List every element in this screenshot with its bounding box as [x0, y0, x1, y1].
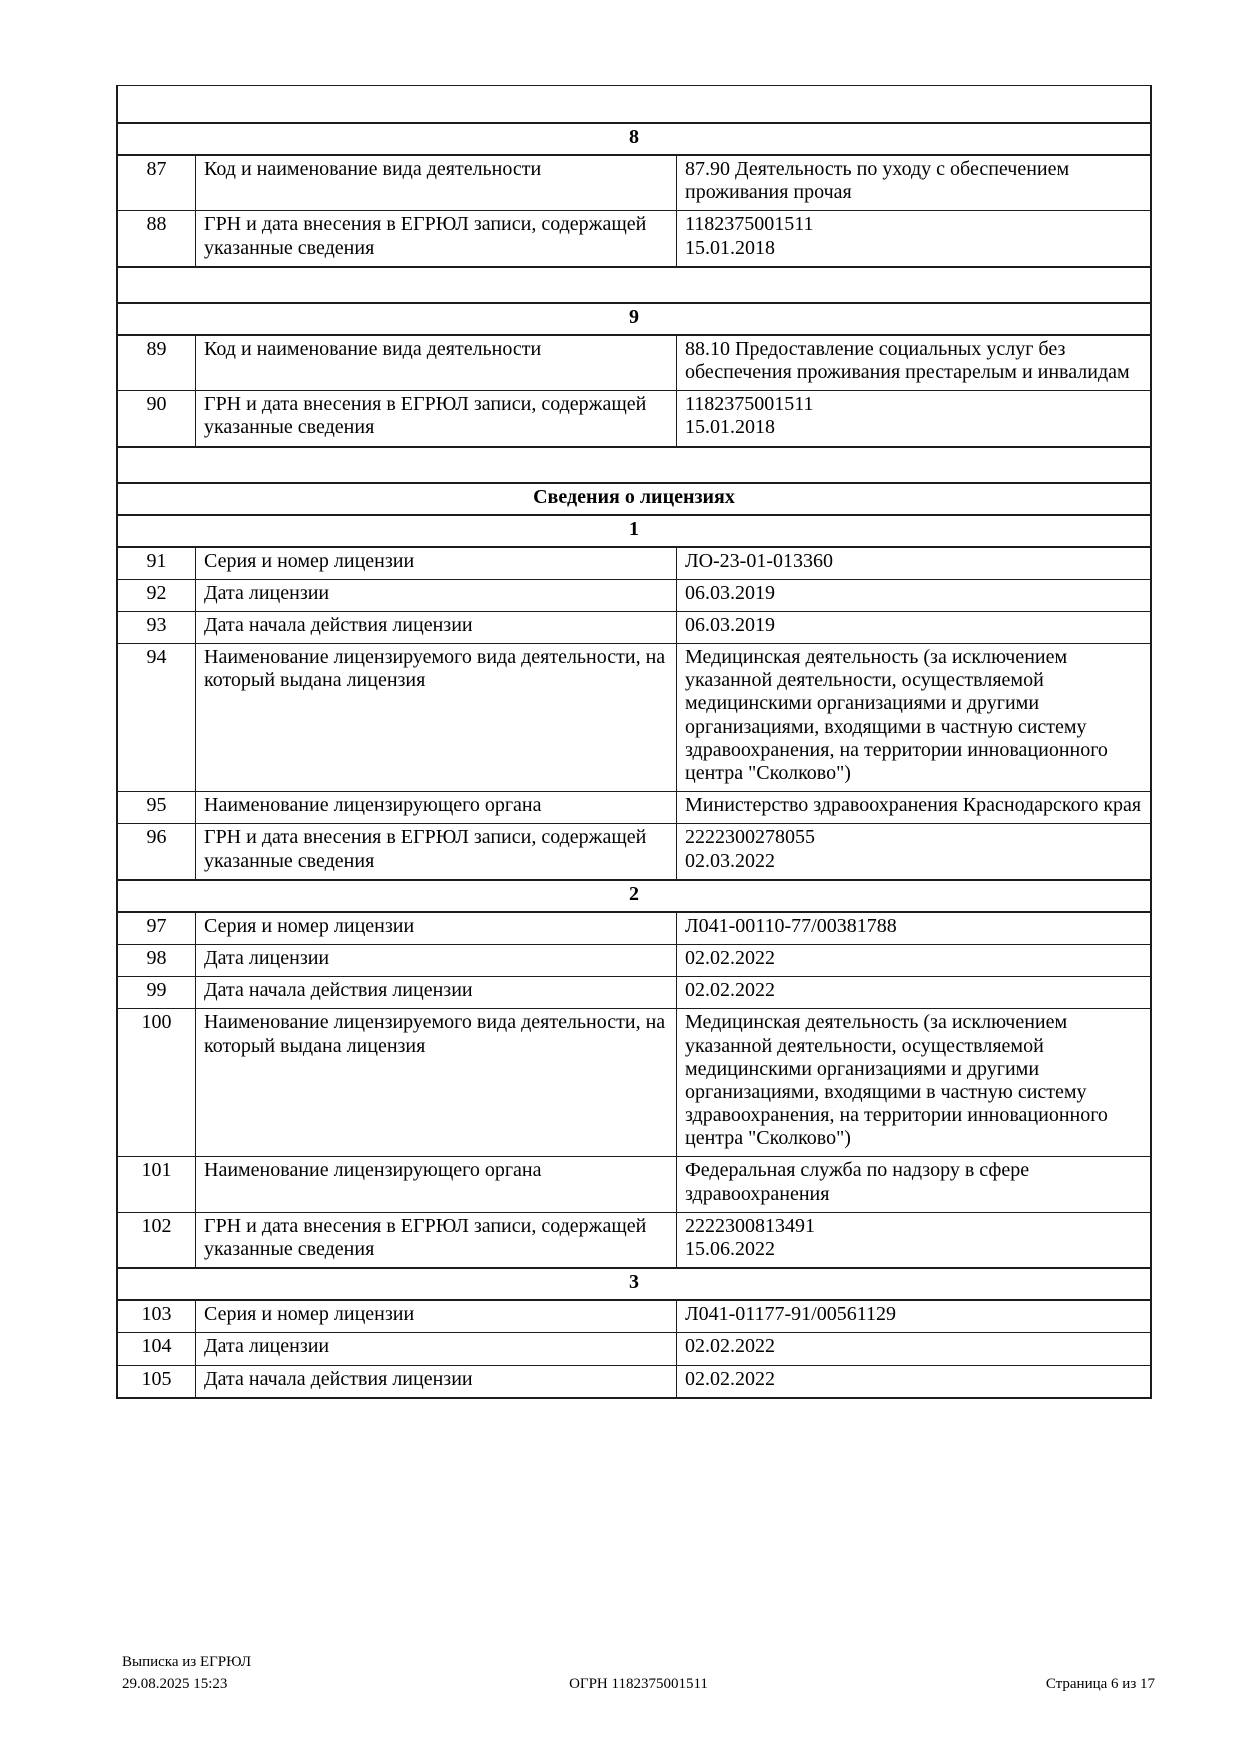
section-number-row: 3 — [118, 1267, 1150, 1299]
row-label: ГРН и дата внесения в ЕГРЮЛ записи, содержащей указанные сведения — [195, 824, 677, 878]
row-label: Наименование лицензируемого вида деятельности, на который выдана лицензия — [195, 644, 677, 791]
table-row — [118, 1365, 1150, 1397]
row-value — [677, 913, 1150, 944]
footer-doc-name: Выписка из ЕГРЮЛ — [122, 1654, 251, 1670]
table-row — [118, 1156, 1150, 1211]
row-value-line: 06.03.2019 — [685, 581, 775, 604]
row-value-line: Медицинская деятельность (за исключением указанной деятельности, осуществляемой медицинскими организациями и другими организациями, входящими в частную систему здравоохранения, на территории инновационного центра "Сколково") — [685, 646, 1108, 784]
row-number: 95 — [146, 794, 167, 817]
row-number: 105 — [141, 1367, 172, 1390]
row-value-line: Л041-00110-77/00381788 — [685, 914, 897, 937]
row-number: 91 — [146, 549, 167, 572]
row-label: Дата лицензии — [195, 580, 677, 611]
table-row — [118, 911, 1150, 944]
row-value — [677, 548, 1150, 579]
spacer-row — [118, 266, 1150, 302]
table-row — [118, 546, 1150, 579]
row-number: 102 — [141, 1214, 172, 1237]
row-value-line: 06.03.2019 — [685, 613, 775, 636]
row-label: Код и наименование вида деятельности — [195, 336, 677, 390]
row-number: 96 — [146, 826, 167, 849]
table-row — [118, 210, 1150, 265]
row-value-line: 02.02.2022 — [685, 1335, 775, 1358]
row-number: 92 — [146, 581, 167, 604]
table-row — [118, 643, 1150, 791]
row-value — [677, 1301, 1150, 1332]
row-value-line: 02.02.2022 — [685, 1367, 775, 1390]
row-value — [677, 1366, 1150, 1397]
row-value — [677, 644, 1150, 791]
row-number: 104 — [141, 1335, 172, 1358]
row-value-line: 1182375001511 — [685, 213, 814, 236]
spacer-row — [118, 446, 1150, 482]
row-label: ГРН и дата внесения в ЕГРЮЛ записи, содержащей указанные сведения — [195, 211, 677, 265]
table-row — [118, 334, 1150, 390]
row-value — [677, 580, 1150, 611]
row-value-line: 2222300813491 — [685, 1214, 815, 1237]
row-label: Дата лицензии — [195, 1333, 677, 1364]
row-value — [677, 156, 1150, 210]
footer-page-number: Страница 6 из 17 — [1045, 1675, 1155, 1692]
table-row — [118, 611, 1150, 643]
row-number: 100 — [141, 1011, 172, 1034]
row-number: 97 — [146, 914, 167, 937]
section-number-row: 9 — [118, 302, 1150, 334]
table-row — [118, 791, 1150, 823]
row-label: Серия и номер лицензии — [195, 1301, 677, 1332]
row-value-line: 15.01.2018 — [685, 236, 775, 259]
table-row — [118, 1299, 1150, 1332]
section-number-row: 1 — [118, 514, 1150, 546]
row-label: Дата начала действия лицензии — [195, 1366, 677, 1397]
row-value-line: Федеральная служба по надзору в сфере здравоохранения — [685, 1159, 1030, 1205]
row-value-line: 02.03.2022 — [685, 849, 775, 872]
row-number: 93 — [146, 613, 167, 636]
egrul-table — [116, 85, 1152, 1399]
row-value — [677, 1157, 1150, 1211]
footer-generated-datetime: 29.08.2025 15:23 — [122, 1675, 228, 1692]
section-title-row: Сведения о лицензиях — [118, 482, 1150, 514]
row-value — [677, 977, 1150, 1008]
row-number: 103 — [141, 1303, 172, 1326]
row-label: Наименование лицензирующего органа — [195, 792, 677, 823]
table-row — [118, 976, 1150, 1008]
row-value-line: 88.10 Предоставление социальных услуг без обеспечения проживания престарелым и инвалидам — [685, 337, 1130, 383]
row-value — [677, 336, 1150, 390]
table-row — [118, 823, 1150, 878]
row-value-line: ЛО-23-01-013360 — [685, 549, 833, 572]
row-value-line: 1182375001511 — [685, 393, 814, 416]
row-label: Наименование лицензируемого вида деятельности, на который выдана лицензия — [195, 1009, 677, 1156]
row-value — [677, 1213, 1150, 1267]
section-number-row: 8 — [118, 122, 1150, 154]
row-value-line: Л041-01177-91/00561129 — [685, 1303, 896, 1326]
table-row — [118, 1008, 1150, 1156]
table-row — [118, 579, 1150, 611]
row-label: ГРН и дата внесения в ЕГРЮЛ записи, содержащей указанные сведения — [195, 1213, 677, 1267]
row-value — [677, 792, 1150, 823]
row-value-line: 02.02.2022 — [685, 979, 775, 1002]
row-value — [677, 612, 1150, 643]
row-number: 99 — [146, 979, 167, 1002]
row-number: 101 — [141, 1159, 172, 1182]
row-value-line: 15.01.2018 — [685, 416, 775, 439]
row-value — [677, 1009, 1150, 1156]
row-number: 87 — [146, 158, 167, 180]
row-value-line: 02.02.2022 — [685, 946, 775, 969]
table-row — [118, 154, 1150, 210]
row-label: Дата начала действия лицензии — [195, 977, 677, 1008]
row-value — [677, 1333, 1150, 1364]
row-number: 88 — [146, 213, 167, 236]
table-row — [118, 390, 1150, 445]
row-value — [677, 824, 1150, 878]
row-number: 94 — [146, 646, 167, 669]
row-number: 90 — [146, 393, 167, 416]
row-label: Код и наименование вида деятельности — [195, 156, 677, 210]
row-label: Дата лицензии — [195, 945, 677, 976]
row-label: ГРН и дата внесения в ЕГРЮЛ записи, содержащей указанные сведения — [195, 391, 677, 445]
section-number-row: 2 — [118, 879, 1150, 911]
row-value-line: 87.90 Деятельность по уходу с обеспечением проживания прочая — [685, 158, 1070, 204]
row-value-line: Министерство здравоохранения Краснодарского края — [685, 794, 1142, 817]
row-number: 89 — [146, 337, 167, 360]
row-value — [677, 945, 1150, 976]
row-value-line: 2222300278055 — [685, 826, 815, 849]
spacer-row — [118, 86, 1150, 122]
footer-left-block — [122, 1652, 569, 1696]
page-footer — [122, 1652, 1155, 1696]
footer-ogrn: ОГРН 1182375001511 — [569, 1675, 708, 1692]
row-value — [677, 211, 1150, 265]
table-row — [118, 1212, 1150, 1267]
row-number: 98 — [146, 946, 167, 969]
table-row — [118, 944, 1150, 976]
row-label: Серия и номер лицензии — [195, 913, 677, 944]
row-value — [677, 391, 1150, 445]
table-row — [118, 1332, 1150, 1364]
row-value-line: 15.06.2022 — [685, 1238, 775, 1260]
row-value-line: Медицинская деятельность (за исключением указанной деятельности, осуществляемой медицинскими организациями и другими организациями, входящими в частную систему здравоохранения, на территории инновационного центра "Сколково") — [685, 1011, 1108, 1150]
row-label: Наименование лицензирующего органа — [195, 1157, 677, 1211]
row-label: Серия и номер лицензии — [195, 548, 677, 579]
row-label: Дата начала действия лицензии — [195, 612, 677, 643]
